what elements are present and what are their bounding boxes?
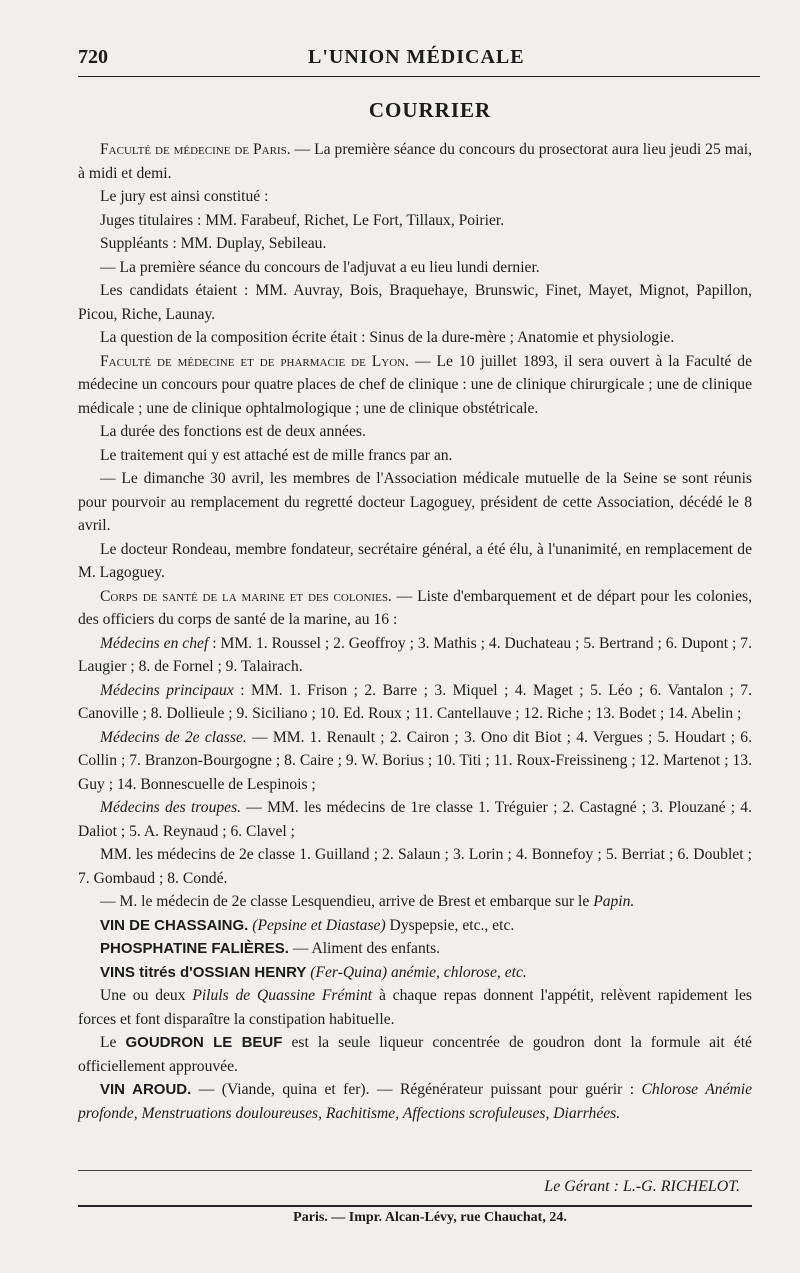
ad-text: est la seule liqueur concentrée de goudron dont la formule ait été officiellement approuvée. bbox=[78, 1034, 752, 1075]
ad-text: Dyspepsie, etc., etc. bbox=[385, 916, 515, 934]
ad-text: à chaque repas donnent l'appétit, relèvent rapidement les forces et font disparaître la constipation habituelle. bbox=[78, 987, 752, 1028]
paragraph-medecins-principaux bbox=[78, 679, 752, 726]
ad-italic: (Pepsine et Diastase) bbox=[252, 916, 386, 934]
page-number: 720 bbox=[78, 45, 108, 68]
paragraph-lead: Faculté de médecine et de pharmacie de Lyon. bbox=[100, 352, 410, 370]
section-title: COURRIER bbox=[368, 98, 492, 122]
ad-title: GOUDRON LE BEUF bbox=[125, 1034, 283, 1051]
ad-italic: Piluls de Quassine Frémint bbox=[192, 987, 373, 1004]
paragraph-text: — M. le médecin de 2e classe Lesquendieu, arrive de Brest et embarque sur le bbox=[100, 893, 594, 910]
paragraph-lead: Médecins principaux bbox=[100, 681, 234, 699]
paragraph-association: — Le dimanche 30 avril, les membres de l'Association médicale mutuelle de la Seine se sont réunis pour pourvoir au remplacement du regretté docteur Lagoguey, président de cette Association, décédé le 8 avril. bbox=[78, 470, 752, 534]
paragraph-jury: Le jury est ainsi constitué : bbox=[100, 188, 269, 205]
paragraph-candidats: Les candidats étaient : MM. Auvray, Bois, Braquehaye, Brunswic, Finet, Mayet, Mignot, Papillon, Picou, Riche, Launay. bbox=[78, 282, 752, 323]
paragraph-medecins-2e-classe bbox=[78, 726, 752, 797]
ad-aroud bbox=[78, 1078, 752, 1125]
ad-title: VIN DE CHASSAING. bbox=[100, 916, 249, 934]
paragraph-text: — Le 10 juillet 1893, il sera ouvert à la Faculté de médecine un concours pour quatre places de chef de clinique : une de clinique chirurgicale ; une de clinique médicale ; une de clinique ophtalmologique ; une de clinique obstétricale. bbox=[78, 352, 752, 417]
paragraph-adjuvat: — La première séance du concours de l'adjuvat a eu lieu lundi dernier. bbox=[100, 258, 540, 276]
paragraph-medecins-troupes-2e: MM. les médecins de 2e classe 1. Guilland ; 2. Salaun ; 3. Lorin ; 4. Bonnefoy ; 5. Berriat ; 6. Doublet ; 7. Gombaud ; 8. Condé. bbox=[78, 846, 752, 887]
paragraph-text: — MM. 1. Renault ; 2. Cairon ; 3. Ono dit Biot ; 4. Vergues ; 5. Houdart ; 6. Collin ; 7. Branzon-Bourgogne ; 8. Caire ; 9. W. Borius ; 10. Titi ; 11. Roux-Freissineng ; 12. Martenot ; 13. Guy ; 14. Bonnescuelle de Lespinois ; bbox=[78, 728, 752, 793]
paragraph-lead: Corps de santé de la marine et des colonies. bbox=[100, 587, 392, 605]
paragraph-juges: Juges titulaires : MM. Farabeuf, Richet, Le Fort, Tillaux, Poirier. bbox=[100, 211, 505, 229]
paragraph-rondeau: Le docteur Rondeau, membre fondateur, secrétaire général, a été élu, à l'unanimité, en remplacement de M. Lagoguey. bbox=[78, 540, 752, 581]
paragraph-text: : MM. 1. Roussel ; 2. Geoffroy ; 3. Mathis ; 4. Duchateau ; 5. Bertrand ; 6. Dupont ; 7. Laugier ; 8. de Fornel ; 9. Talairach. bbox=[78, 634, 752, 675]
paragraph-lead: Médecins de 2e classe. bbox=[100, 728, 247, 746]
ad-text: Une ou deux bbox=[100, 987, 193, 1004]
ad-quassine bbox=[78, 984, 752, 1031]
paragraph-text: — La première séance du concours du prosectorat aura lieu jeudi 25 mai, à midi et demi. bbox=[78, 141, 752, 182]
paragraph-text: — Liste d'embarquement et de départ pour les colonies, des officiers du corps de santé de la marine, au 16 : bbox=[78, 587, 753, 628]
ad-title: PHOSPHATINE FALIÈRES. bbox=[100, 940, 289, 957]
paragraph-lead: Médecins des troupes. bbox=[100, 799, 242, 816]
paragraph-traitement: Le traitement qui y est attaché est de mille francs par an. bbox=[100, 446, 453, 464]
paragraph-paris-faculty bbox=[78, 138, 752, 185]
ad-text: — Aliment des enfants. bbox=[288, 940, 441, 957]
ad-title: VINS titrés d'OSSIAN HENRY bbox=[100, 963, 307, 981]
running-header bbox=[78, 42, 752, 72]
ad-ossian-henry bbox=[78, 961, 752, 985]
footer-rule-thick bbox=[78, 1205, 752, 1207]
paragraph-question: La question de la composition écrite était : Sinus de la dure-mère ; Anatomie et physiologie. bbox=[100, 329, 675, 346]
paragraph-text: : MM. 1. Frison ; 2. Barre ; 3. Miquel ; 4. Maget ; 5. Léo ; 6. Vantalon ; 7. Canoville ; 8. Dollieule ; 9. Siciliano ; 10. Ed. Roux ; 11. Cantellauve ; 12. Riche ; 13. Bodet ; 14. Abelin ; bbox=[78, 681, 752, 722]
paragraph-lead: Médecins en chef bbox=[100, 634, 209, 652]
paragraph-lesquendieu bbox=[78, 890, 752, 914]
ad-text: — (Viande, quina et fer). — Régénérateur puissant pour guérir : bbox=[191, 1081, 642, 1098]
paragraph-lead: Faculté de médecine de Paris. bbox=[100, 141, 291, 158]
journal-title: L'UNION MÉDICALE bbox=[308, 45, 525, 68]
ad-italic: Chlorose Anémie profonde, Menstruations douloureuses, Rachitisme, Affections scrofuleuses, Diarrhées. bbox=[78, 1081, 753, 1122]
gerant-signature: Le Gérant : L.-G. RICHELOT. bbox=[544, 1178, 740, 1195]
ad-goudron bbox=[78, 1031, 752, 1078]
paragraph-marine bbox=[78, 585, 752, 632]
paragraph-medecins-troupes bbox=[78, 796, 752, 843]
ship-name: Papin. bbox=[593, 893, 635, 910]
imprint-line: Paris. — Impr. Alcan-Lévy, rue Chauchat, 24. bbox=[293, 1210, 567, 1225]
ad-italic: (Fer-Quina) anémie, chlorose, etc. bbox=[310, 963, 527, 981]
paragraph-duree: La durée des fonctions est de deux années. bbox=[100, 423, 366, 440]
ad-phosphatine bbox=[78, 937, 752, 961]
ad-chassaing bbox=[78, 914, 752, 938]
paragraph-suppleants: Suppléants : MM. Duplay, Sebileau. bbox=[100, 235, 327, 252]
paragraph-medecins-en-chef bbox=[78, 632, 752, 679]
article-body bbox=[78, 138, 752, 1125]
footer-rule bbox=[78, 1170, 752, 1171]
paragraph-lyon-faculty bbox=[78, 350, 752, 421]
paragraph-text: — MM. les médecins de 1re classe 1. Tréguier ; 2. Castagné ; 3. Plouzané ; 4. Daliot ; 5. A. Reynaud ; 6. Clavel ; bbox=[78, 799, 753, 840]
ad-title: VIN AROUD. bbox=[100, 1081, 192, 1098]
header-rule bbox=[78, 76, 760, 77]
ad-text: Le bbox=[100, 1034, 126, 1051]
